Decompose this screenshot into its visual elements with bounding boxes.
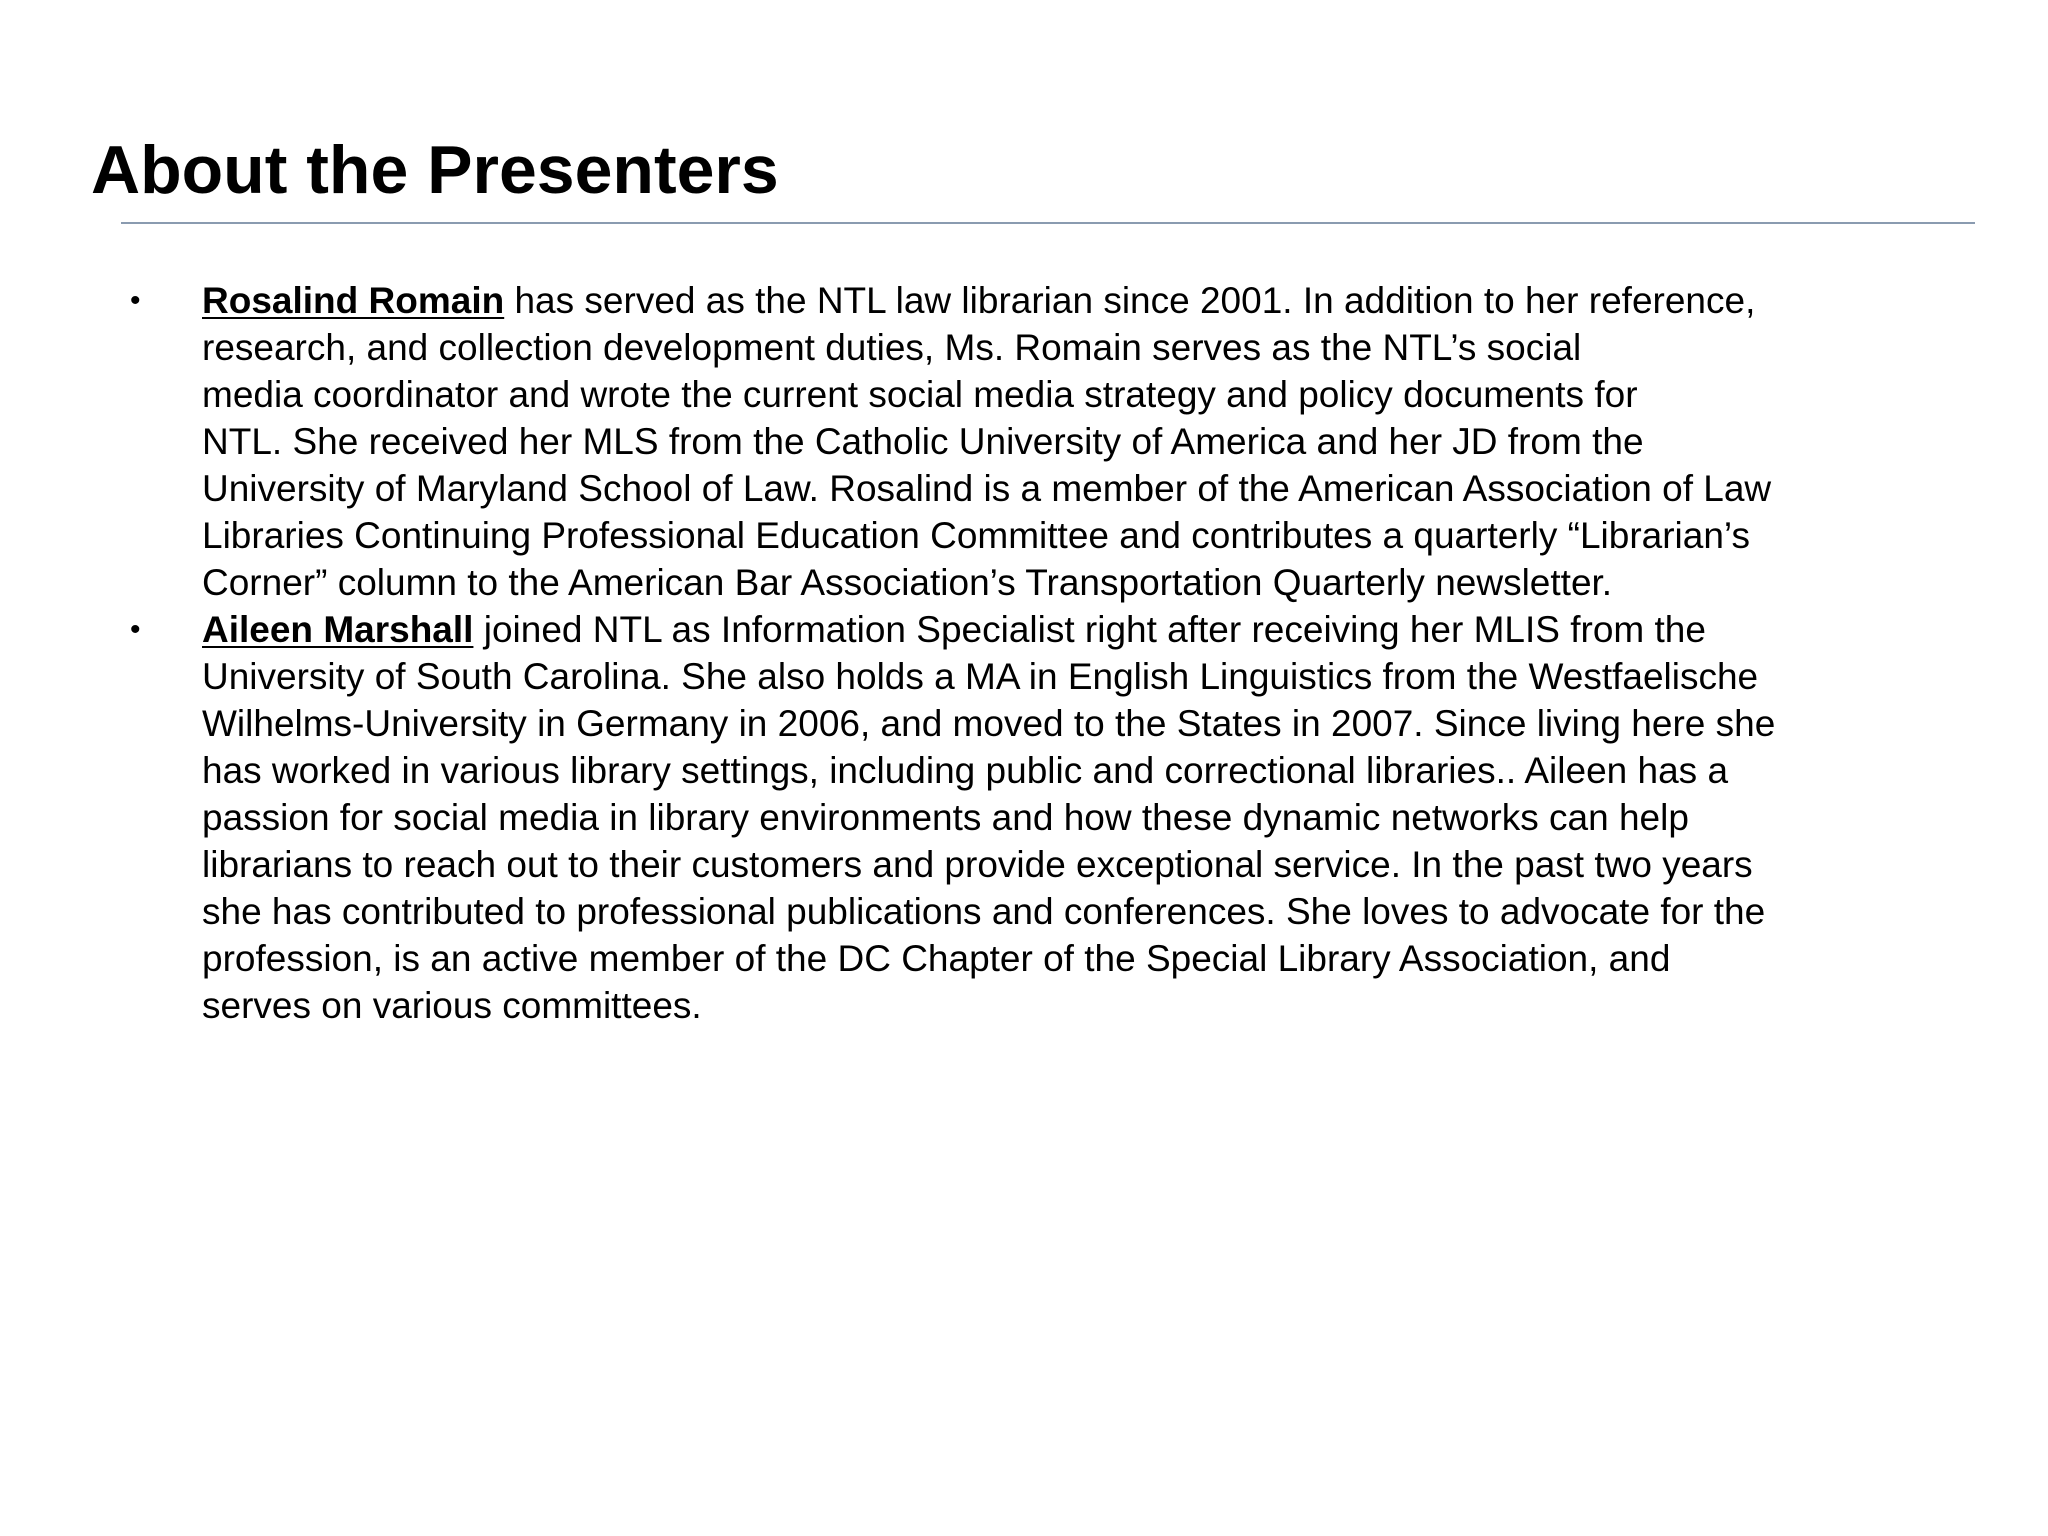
presenter-name: Rosalind Romain	[202, 280, 505, 321]
bio-line: Wilhelms-University in Germany in 2006, and moved to the States in 2007. Since living here she	[202, 703, 1776, 744]
presenter-name: Aileen Marshall	[202, 609, 474, 650]
bullet-icon: •	[130, 613, 141, 646]
bio-line: serves on various committees.	[202, 985, 702, 1026]
bio-line: NTL. She received her MLS from the Catholic University of America and her JD from the	[202, 421, 1644, 462]
presenter-bio-aileen-marshall	[130, 606, 1980, 1029]
bio-line: librarians to reach out to their customers and provide exceptional service. In the past two years	[202, 844, 1753, 885]
bio-line: University of South Carolina. She also holds a MA in English Linguistics from the Westfaelische	[202, 656, 1759, 697]
title-divider	[121, 222, 1975, 224]
bio-text: has served as the NTL law librarian since 2001. In addition to her reference,	[504, 280, 1756, 321]
bio-line	[202, 606, 1980, 653]
bio-line: passion for social media in library environments and how these dynamic networks can help	[202, 797, 1689, 838]
bio-line: research, and collection development duties, Ms. Romain serves as the NTL’s social	[202, 327, 1582, 368]
bio-line: Libraries Continuing Professional Education Committee and contributes a quarterly “Librarian’s	[202, 515, 1750, 556]
bullet-icon: •	[130, 284, 141, 317]
presenter-list	[130, 277, 1980, 1029]
slide-title: About the Presenters	[91, 132, 779, 208]
bio-line: she has contributed to professional publications and conferences. She loves to advocate for the	[202, 891, 1766, 932]
bio-line	[202, 277, 1980, 324]
bio-line: media coordinator and wrote the current social media strategy and policy documents for	[202, 374, 1638, 415]
bio-line: has worked in various library settings, including public and correctional libraries.. Aileen has a	[202, 750, 1729, 791]
bio-line: profession, is an active member of the DC Chapter of the Special Library Association, and	[202, 938, 1671, 979]
bio-line: Corner” column to the American Bar Association’s Transportation Quarterly newsletter.	[202, 562, 1613, 603]
bio-line: University of Maryland School of Law. Rosalind is a member of the American Association of Law	[202, 468, 1772, 509]
bio-text: joined NTL as Information Specialist right after receiving her MLIS from the	[473, 609, 1706, 650]
presenter-bio-rosalind-romain	[130, 277, 1980, 606]
